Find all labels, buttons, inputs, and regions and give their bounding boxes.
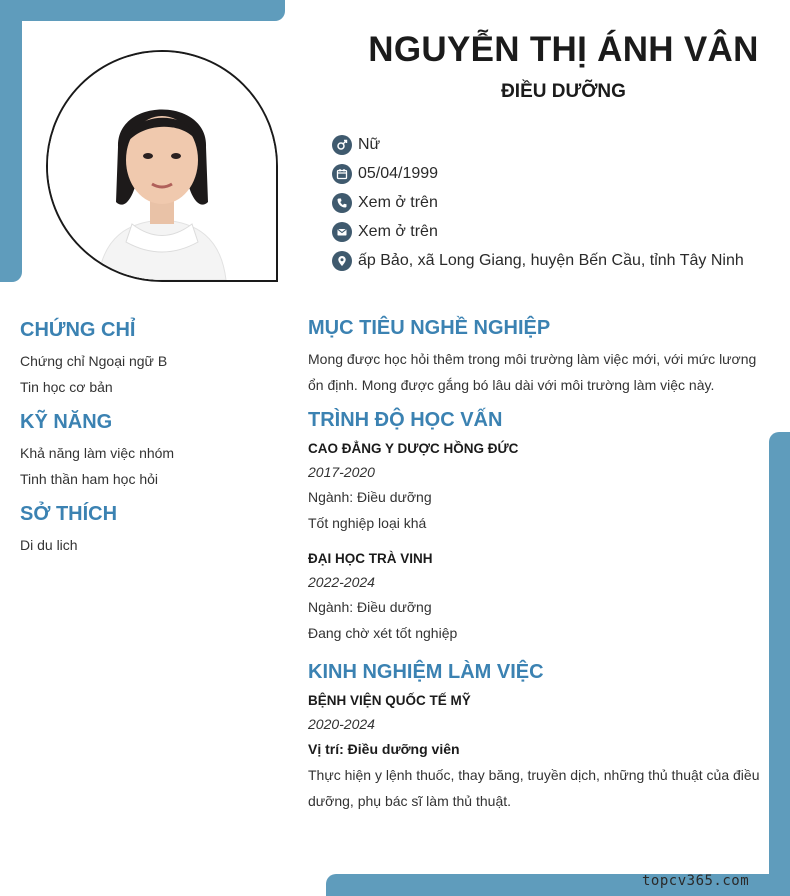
gender-icon [332,135,352,155]
objective-text: Mong được học hỏi thêm trong môi trường làm việc mới, với mức lương ổn định. Mong được gắng bó lâu dài với môi trường làm việc này. [308,351,757,393]
email-text: Xem ở trên [358,222,438,240]
company-name: BỆNH VIỆN QUỐC TẾ MỸ [308,693,471,708]
education-section [308,406,763,646]
education-major: Ngành: Điều dưỡng [308,489,432,505]
candidate-name: NGUYỄN THỊ ÁNH VÂN [368,30,759,69]
profile-photo [46,50,278,282]
job-title: ĐIỀU DƯỠNG [501,81,626,102]
certificates-section [20,316,290,400]
experience-description: Thực hiện y lệnh thuốc, thay băng, truyền dịch, những thủ thuật của điều dưỡng, phụ bác sĩ làm thủ thuật. [308,767,760,809]
certificate-item: Tin học cơ bản [20,379,113,395]
skills-title: KỸ NĂNG [20,411,113,433]
calendar-icon [332,164,352,184]
address-text: ấp Bảo, xã Long Giang, huyện Bến Cầu, tỉnh Tây Ninh [358,251,744,269]
education-major: Ngành: Điều dưỡng [308,599,432,615]
portrait-illustration [48,52,276,280]
education-entry [308,438,763,536]
hobbies-section [20,500,290,558]
contact-list [332,130,744,275]
contact-gender [332,130,744,159]
location-icon [332,251,352,271]
school-name: ĐẠI HỌC TRÀ VINH [308,551,433,566]
hobby-item: Di du lich [20,537,78,553]
education-period: 2017-2020 [308,464,375,480]
school-name: CAO ĐẲNG Y DƯỢC HỒNG ĐỨC [308,441,519,456]
objective-title: MỤC TIÊU NGHỀ NGHIỆP [308,317,551,339]
contact-birthday [332,159,744,188]
site-watermark: topcv365.com [642,873,750,889]
right-column [308,314,763,822]
decorative-bar-top [0,0,285,21]
phone-text: Xem ở trên [358,193,438,211]
contact-address [332,246,744,275]
decorative-bar-right [769,432,790,896]
certificates-title: CHỨNG CHỈ [20,319,136,341]
objective-section [308,314,763,398]
education-title: TRÌNH ĐỘ HỌC VẤN [308,409,503,431]
hobbies-title: SỞ THÍCH [20,503,118,525]
experience-section [308,658,763,814]
decorative-bar-left [0,0,22,282]
experience-title: KINH NGHIỆM LÀM VIỆC [308,661,544,683]
education-period: 2022-2024 [308,574,375,590]
education-note: Đang chờ xét tốt nghiệp [308,625,458,641]
phone-icon [332,193,352,213]
education-entry [308,548,763,646]
contact-phone [332,188,744,217]
skills-section [20,408,290,492]
email-icon [332,222,352,242]
education-note: Tốt nghiệp loại khá [308,515,427,531]
left-column [20,316,290,566]
skill-item: Khả năng làm việc nhóm [20,445,175,461]
experience-period: 2020-2024 [308,716,375,732]
birthday-text: 05/04/1999 [358,164,439,182]
contact-email [332,217,744,246]
skill-item: Tinh thần ham học hỏi [20,471,159,487]
experience-entry [308,690,763,814]
certificate-item: Chứng chỉ Ngoại ngữ B [20,353,168,369]
experience-position: Vị trí: Điều dưỡng viên [308,741,460,757]
gender-text: Nữ [358,135,381,153]
